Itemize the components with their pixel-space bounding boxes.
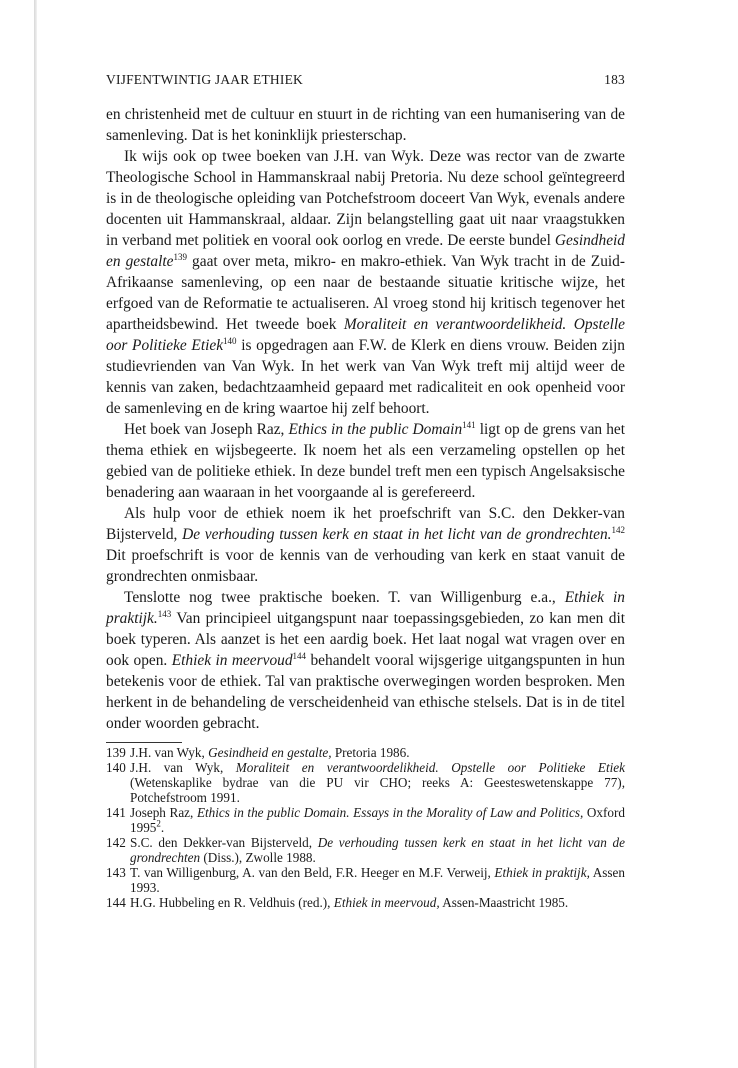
italic-title: Ethiek in meervoud (171, 652, 293, 669)
footnotes (106, 745, 625, 910)
text-run: Het boek van Joseph Raz, (124, 421, 289, 438)
italic-title: De verhouding tussen kerk en staat in het licht van de grondrechten (130, 835, 625, 865)
footnote-number: 141 (106, 805, 126, 820)
italic-title: Gesindheid en gestalte, (208, 745, 332, 760)
text-run: S.C. den Dekker-van Bijsterveld, (130, 835, 318, 850)
footnote-ref: 142 (611, 524, 625, 535)
italic-title: Gesindheid en gestalte (106, 232, 625, 270)
paragraph (106, 146, 625, 419)
footnote-number: 142 (106, 835, 126, 850)
footnote-ref: 144 (292, 650, 307, 661)
text-run: en christenheid met de cultuur en stuurt in de richting van een humanisering van de samenleving. Dat is het koninklijk priesterschap. (106, 106, 625, 144)
footnote-number: 144 (106, 895, 126, 910)
footnote-number: 140 (106, 760, 126, 775)
footnote-ref: 139 (173, 251, 187, 262)
italic-title: Ethiek in meervoud, (333, 895, 440, 910)
running-header (106, 72, 625, 92)
footnote-text (130, 760, 625, 805)
text-run: Ik wijs ook op twee boeken van J.H. van Wyk. Deze was rector van de zwarte Theologische School in Hammanskraal nabij Pretoria. Nu deze school geïntegreerd is in de theologische opleiding van Potchefstroom doceert Van Wyk, evenals andere docenten uit Hammanskraal, aldaar. Zijn belangstelling gaat uit naar vraagstukken in verband met politiek en vooral ook oorlog en vrede. De eerste bundel (106, 148, 625, 249)
footnote-text (130, 895, 625, 910)
text-run: ligt op de grens van het thema ethiek en wijsbegeerte. Ik noem het als een verzameling opstellen op het gebied van de politieke ethiek. In deze bundel treft men een typisch Angelsaksische benadering aan waaraan in het voorgaande al is gerefereerd. (106, 421, 625, 501)
text-run: Pretoria 1986. (331, 745, 410, 760)
footnote (106, 745, 625, 760)
page-number: 183 (604, 72, 625, 87)
text-run: . (160, 820, 165, 835)
footnote-ref: 141 (462, 419, 476, 430)
italic-title: De verhouding tussen kerk en staat in het licht van de grondrechten. (182, 526, 612, 543)
text-run: Oxford 1995 (130, 805, 625, 835)
footnote-text (130, 865, 625, 895)
body-text (106, 104, 625, 734)
running-title: VIJFENTWINTIG JAAR ETHIEK (106, 72, 303, 87)
footnote-divider (106, 742, 182, 743)
paragraph (106, 419, 625, 503)
text-run: J.H. van Wyk, (130, 760, 236, 775)
text-run: (Wetenskaplike bydrae van die PU vir CHO; reeks A: Geesteswetenskappe 77), Potchefstroom 1991. (130, 775, 625, 805)
text-run: gaat over meta, mikro- en makro-ethiek. Van Wyk tracht in de Zuid-Afrikaanse samenleving, op een naar de bestaande situatie kritische wijze, het erfgoed van de Reformatie te actualiseren. Al vroeg stond hij kritisch tegenover het apartheidsbewind. Het tweede boek (106, 253, 625, 333)
italic-title: Moraliteit en verantwoordelikheid. Opstelle oor Politieke Etiek (235, 760, 625, 775)
footnote (106, 835, 625, 865)
text-run: Dit proefschrift is voor de kennis van de verhouding van kerk en staat vanuit de grondrechten onmisbaar. (106, 547, 625, 585)
footnote-text (130, 835, 625, 865)
footnote (106, 805, 625, 835)
text-run: behandelt vooral wijsgerige uitgangspunten in hun betekenis voor de ethiek. Tal van praktische overwegingen worden besproken. Men herkent in de behandeling de verscheidenheid van ethische stelsels. Dat is in de titel onder woorden gebracht. (106, 652, 625, 732)
text-run: Tenslotte nog twee praktische boeken. T. van Willigenburg e.a., (124, 589, 565, 606)
footnote (106, 760, 625, 805)
italic-title: Ethics in the public Domain (288, 421, 463, 438)
paragraph (106, 503, 625, 587)
italic-title: Moraliteit en verantwoordelikheid. Opstelle oor Politieke Etiek (106, 316, 626, 354)
footnote-ref: 143 (157, 608, 172, 619)
footnote (106, 865, 625, 895)
italic-title: Ethiek in praktijk. (106, 589, 625, 627)
text-run: Assen 1993. (130, 865, 625, 895)
book-page (106, 72, 625, 910)
text-run: J.H. van Wyk, (130, 745, 209, 760)
text-run: Joseph Raz, (130, 805, 197, 820)
footnote-number: 143 (106, 865, 126, 880)
text-run: is opgedragen aan F.W. de Klerk en diens vrouw. Beiden zijn studievrienden van Van Wyk. In het werk van Van Wyk treft mij altijd weer de kennis van zaken, bedachtzaamheid gepaard met radicaliteit en ook openheid voor de samenleving en de kring waartoe hij zelf behoort. (106, 337, 625, 417)
footnote (106, 895, 625, 910)
text-run: Van principieel uitgangspunt naar toepassingsgebieden, zo kan men dit boek typeren. Als aanzet is het een aardig boek. Het laat nogal wat vragen over en ook open. (106, 610, 625, 669)
italic-title: Ethiek in praktijk, (494, 865, 590, 880)
text-run: (Diss.), Zwolle 1988. (200, 850, 316, 865)
footnote-ref: 140 (223, 335, 237, 346)
footnote-ref: 2 (156, 818, 161, 829)
footnote-text (130, 805, 625, 835)
footnote-text (130, 745, 625, 760)
text-run: Als hulp voor de ethiek noem ik het proefschrift van S.C. den Dekker-van Bijsterveld, (106, 505, 625, 543)
footnote-number: 139 (106, 745, 126, 760)
text-run: Assen-Maastricht 1985. (439, 895, 569, 910)
text-run: H.G. Hubbeling en R. Veldhuis (red.), (130, 895, 334, 910)
text-run: T. van Willigenburg, A. van den Beld, F.R. Heeger en M.F. Verweij, (130, 865, 495, 880)
book-spine-shadow (34, 0, 37, 1068)
paragraph (106, 104, 625, 146)
paragraph (106, 587, 625, 734)
italic-title: Ethics in the public Domain. Essays in the Morality of Law and Politics, (196, 805, 584, 820)
